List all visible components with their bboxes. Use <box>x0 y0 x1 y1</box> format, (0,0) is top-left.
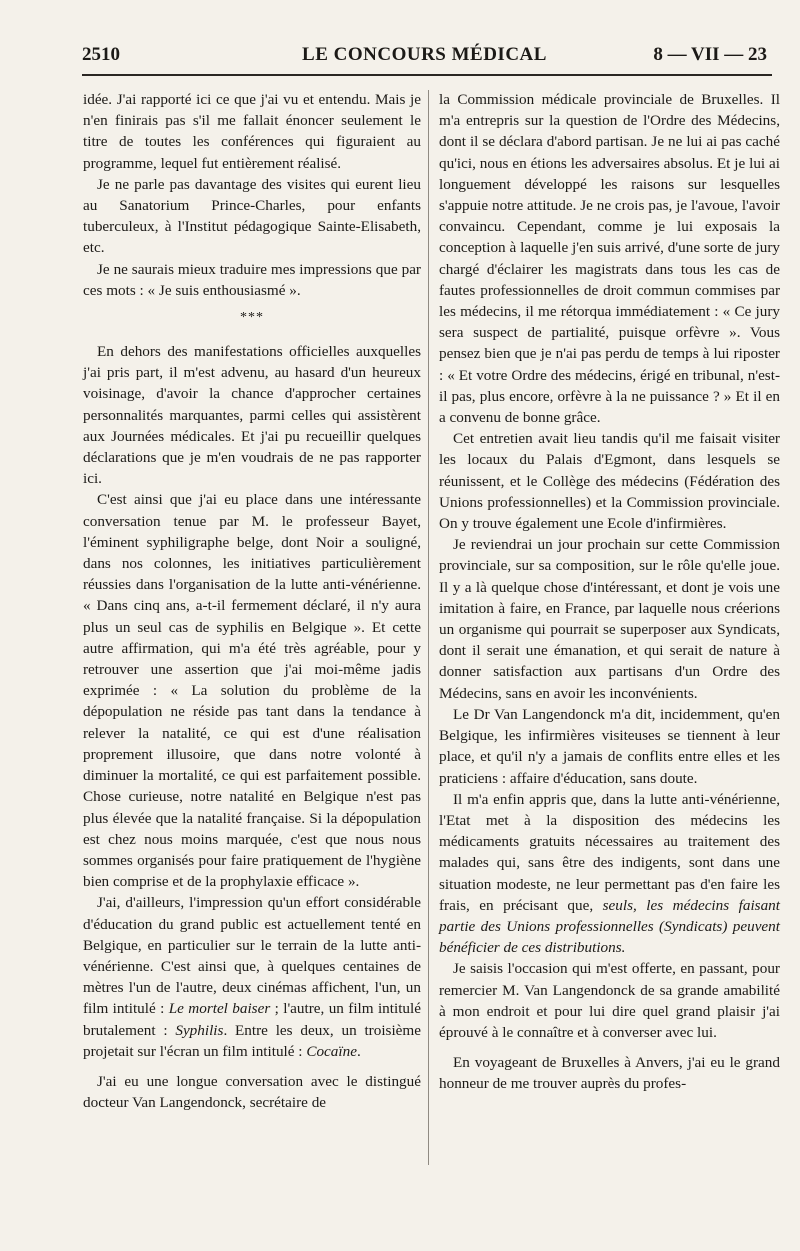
paragraph: idée. J'ai rapporté ici ce que j'ai vu et entendu. Mais je n'en finirais pas s'il me fallait énoncer seulement le titre de toutes les conférences qui figuraient au programme, lequel fut entièrement réalisé. <box>83 91 421 172</box>
running-header <box>82 44 767 72</box>
journal-title: LE CONCOURS MÉDICAL <box>302 44 547 65</box>
paragraph: J'ai eu une longue conversation avec le distingué docteur Van Langendonck, secrétaire de <box>83 1072 421 1112</box>
section-separator: *** <box>240 310 264 326</box>
paragraph: Je reviendrai un jour prochain sur cette Commission provinciale, sur sa composition, sur le rôle qu'elle joue. Il y a là quelque chose d'intéressant, et dont je vois une imitation à faire, en France, par laquelle nous créerions un organisme qui pourrait se superposer aux Syndicats, dont il serait une émanation, et qui serait de nature à donner satisfaction aux partisans d'un Ordre des Médecins, sans en avoir les inconvénients. <box>439 536 780 702</box>
paragraph: la Commission médicale provinciale de Bruxelles. Il m'a entrepris sur la question de l'Ordre des Médecins, dont il se déclara d'abord partisan. Je ne lui ai pas caché qu'ici, nous en étions les adversaires absolus. Et je lui ai longuement développé les raisons sur lesquelles s'appuie notre attitude. Je ne crois pas, je l'avoue, l'avoir convaincu. Cependant, comme je lui exposais la conception à laquelle j'en suis arrivé, d'une sorte de jury chargé d'éclairer les magistrats dans tous les cas de fautes professionnelles de droit commun commises par les médecins, il me rétorqua immédiatement : « Ce jury sera suspect de partialité, puisque orfèvre ». Vous pensez bien que je n'ai pas perdu de temps à lui riposter : « Et votre Ordre des médecins, érigé en tribunal, n'est-il pas, plus encore, orfèvre à la ne puissance ? » Et il en a convenu de bonne grâce. <box>439 91 780 427</box>
paragraph <box>439 789 780 959</box>
right-column <box>439 89 780 1095</box>
paragraph-text: J'ai, d'ailleurs, l'impression qu'un effort considérable d'éducation du grand public est actuellement tenté en Belgique, en particulier sur le terrain de la lutte anti-vénérienne. C'est ainsi que, à quelques centaines de mètres l'un de l'autre, deux cinémas affichent, l'un, un film intitulé : <box>83 894 421 1018</box>
paragraph: En voyageant de Bruxelles à Anvers, j'ai eu le grand honneur de me trouver auprès du profes- <box>439 1054 780 1093</box>
paragraph-text: . <box>356 1042 361 1060</box>
paragraph: Le Dr Van Langendonck m'a dit, incidemment, qu'en Belgique, les infirmières visiteuses se tiennent à leur place, et qu'il n'y a jamais de conflits entre elles et les praticiens : affaire d'éducation, sans doute. <box>439 705 780 787</box>
paragraph: Je ne saurais mieux traduire mes impressions que par ces mots : « Je suis enthousiasmé ». <box>83 260 421 299</box>
film-title: Cocaïne <box>306 1042 357 1060</box>
emphasized-text: seuls, les médecins faisant partie des Unions professionnelles (Syndicats) peuvent bénéficier de ces distributions. <box>439 896 780 957</box>
film-title: Syphilis <box>175 1021 224 1039</box>
paragraph: C'est ainsi que j'ai eu place dans une intéressante conversation tenue par M. le professeur Bayet, l'éminent syphiligraphe belge, dont Noir a souligné, dans nos colonnes, les initiatives particulièrement réussies dans l'organisation de la lutte anti-vénérienne. « Dans cinq ans, a-t-il fermement déclaré, il n'y aura plus un seul cas de syphilis en Belgique ». Et cette autre affirmation, qui m'a été très agréable, pour y retrouver une assertion que j'ai moi-même jadis exprimée : « La solution du problème de la dépopulation ne réside pas tant dans la tendance à relever la natalité, ce qui est d'une réalisation proprement illusoire, que dans notre volonté à diminuer la mortalité, ce qui est parfaitement possible. Chose curieuse, notre natalité en Belgique n'est pas plus élevée que la natalité française. Si la dépopulation est chez nous moins marquée, c'est que nous nous sommes organisés pour faire pratiquement de l'hygiène bien comprise et de la prophylaxie efficace ». <box>83 491 421 891</box>
issue-date: 8 — VII — 23 <box>653 44 767 65</box>
page-number: 2510 <box>82 44 120 65</box>
paragraph-text: . Entre les deux, un troisième projetait sur l'écran un film intitulé : <box>83 1021 421 1060</box>
column-divider <box>428 90 429 1165</box>
film-title: Le mortel baiser <box>168 1000 271 1018</box>
paragraph-text: ; l'autre, un film intitulé brutalement : <box>83 1000 421 1039</box>
paragraph: Je saisis l'occasion qui m'est offerte, en passant, pour remercier M. Van Langendonck de sa grande amabilité à mon endroit et pour lui dire quel grand plaisir j'ai éprouvé à le connaître et à converser avec lui. <box>439 960 780 1041</box>
paragraph: Je ne parle pas davantage des visites qui eurent lieu au Sanatorium Prince-Charles, pour enfants tuberculeux, à l'Institut pédagogique Sainte-Elisabeth, etc. <box>83 175 421 257</box>
header-rule <box>82 74 772 76</box>
paragraph <box>83 892 421 1062</box>
paragraph: En dehors des manifestations officielles auxquelles j'ai pris part, il m'est advenu, au hasard d'un heureux voisinage, d'avoir la chance d'approcher certaines personnalités marquantes, parmi celles qui assistèrent aux Journées médicales. Et j'ai pu recueillir quelques déclarations que je m'en voudrais de ne pas rapporter ici. <box>83 343 421 488</box>
left-column <box>83 89 421 1113</box>
paragraph: Cet entretien avait lieu tandis qu'il me faisait visiter les locaux du Palais d'Egmont, dans lesquels se réunissent, et le Collège des médecins (Fédération des Unions professionnelles) et la Commission provinciale. On y trouve également une Ecole d'infirmières. <box>439 430 780 533</box>
paragraph-text: Il m'a enfin appris que, dans la lutte anti-vénérienne, l'Etat met à la disposition des médecins les médicaments gratuits nécessaires au traitement des malades qui, sans être des indigents, sont dans une situation modeste, ne leur permettant pas d'en faire les frais, en précisant que, <box>439 790 780 914</box>
